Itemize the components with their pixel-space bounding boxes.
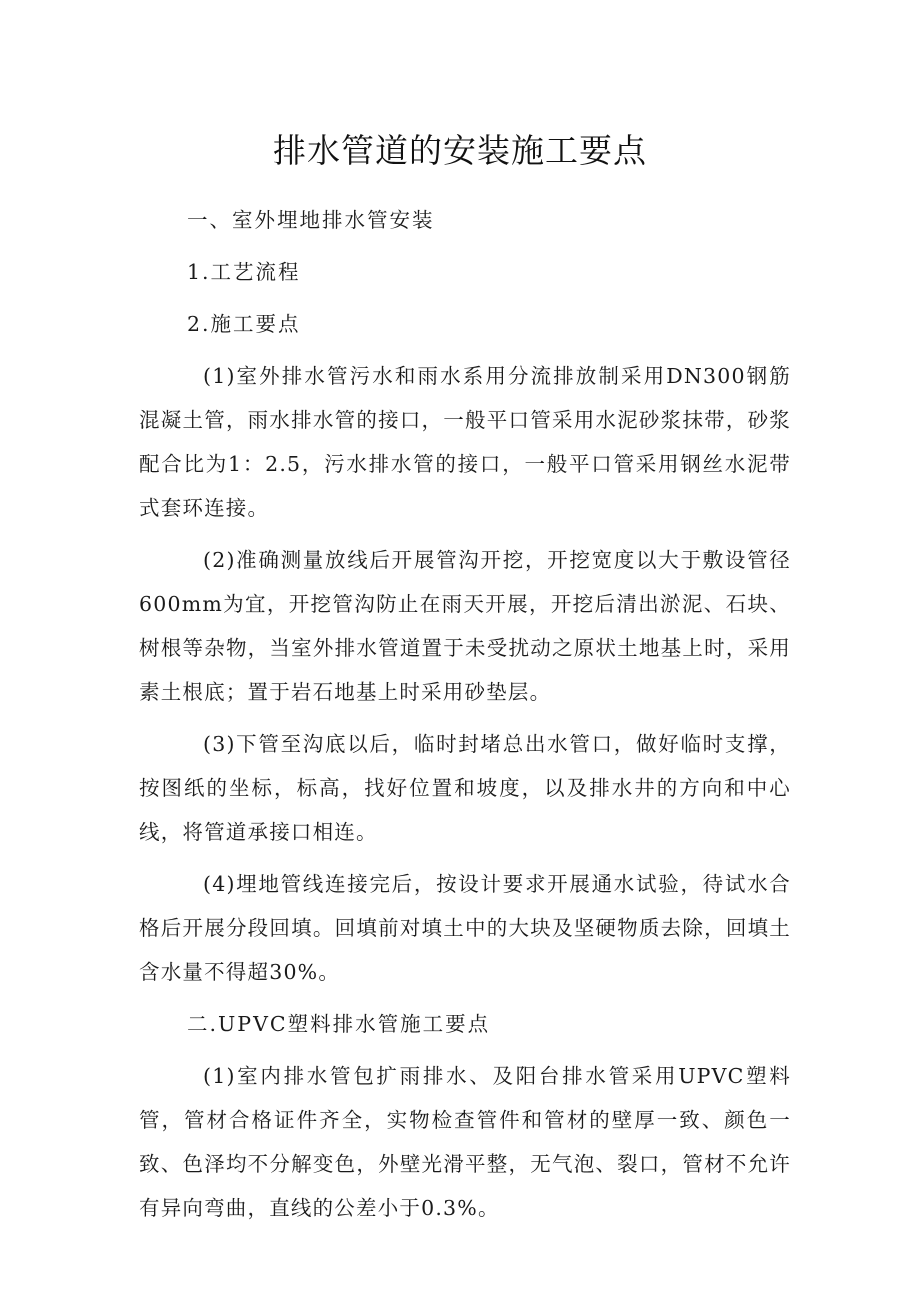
document-title: 排水管道的安装施工要点 [273,131,647,170]
paragraph-item-4: (4)埋地管线连接完后，按设计要求开展通水试验，待试水合格后开展分段回填。回填前对填土中的大块及坚硬物质去除，回填土含水量不得超30%。 [139,872,791,984]
section-heading-outdoor-drainage: 一、室外埋地排水管安装 [187,208,435,232]
section-heading-upvc: 二.UPVC塑料排水管施工要点 [187,1012,491,1036]
paragraph-item-2: (2)准确测量放线后开展管沟开挖，开挖宽度以大于敷设管径600mm为宜，开挖管沟防止在雨天开展，开挖后清出淤泥、石块、树根等杂物，当室外排水管道置于未受扰动之原状土地基上时，采用素土根底；置于岩石地基上时采用砂垫层。 [139,548,791,704]
paragraph-item-3: (3)下管至沟底以后，临时封堵总出水管口，做好临时支撑，按图纸的坐标，标高，找好位置和坡度，以及排水井的方向和中心线，将管道承接口相连。 [139,732,791,844]
subheading-process-flow: 1.工艺流程 [187,260,301,284]
subheading-construction-points: 2.施工要点 [187,312,301,336]
document-body [139,198,791,1238]
paragraph-item-1: (1)室外排水管污水和雨水系用分流排放制采用DN300钢筋混凝土管，雨水排水管的接口，一般平口管采用水泥砂浆抹带，砂浆配合比为1：2.5，污水排水管的接口，一般平口管采用钢丝水泥带式套环连接。 [139,364,791,520]
paragraph-upvc-item-1: (1)室内排水管包扩雨排水、及阳台排水管采用UPVC塑料管，管材合格证件齐全，实物检查管件和管材的壁厚一致、颜色一致、色泽均不分解变色，外壁光滑平整，无气泡、裂口，管材不允许有异向弯曲，直线的公差小于0.3%。 [139,1064,791,1220]
